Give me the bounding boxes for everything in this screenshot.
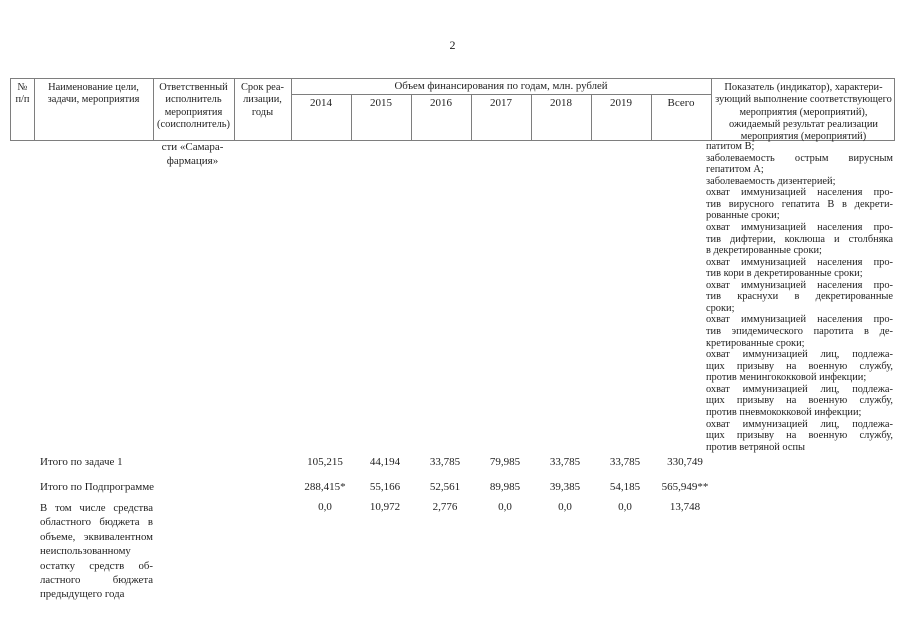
amount-cell: 39,385 [549,481,581,493]
table-header [10,78,895,141]
amount-cell: 105,215 [307,456,343,468]
year-header-2018: 2018 [550,97,572,109]
amount-cell: 33,785 [609,456,641,468]
amount-cell: 0,0 [558,501,572,513]
col-header-indicator: Показатель (индикатор), характеризующий выполнение соответствующего мероприятия (мероприятий), ожидаемый результат реализации мероприятия (мероприятий) [715,82,892,143]
col-header-financing-group: Объем финансирования по годам, млн. рублей [394,80,608,92]
amount-cell: 33,785 [429,456,461,468]
year-header-2017: 2017 [490,97,512,109]
amount-cell: 89,985 [489,481,521,493]
amount-cell: 13,748 [669,501,701,513]
amount-cell: 10,972 [369,501,401,513]
year-header-2015: 2015 [370,97,392,109]
amount-cell: 565,949** [661,481,709,493]
amount-cell: 52,561 [429,481,461,493]
year-header-2019: 2019 [610,97,632,109]
col-header-name: Наименование цели, задачи, мероприятия [47,82,140,106]
total-header: Всего [667,97,695,109]
indicator-text-block: патитом В; заболеваемость острым вирусным гепатитом А; заболеваемость дизентерией; охват иммунизацией населения про- тив вирусного гепатита В в декрети- рованные сроки; охват иммунизацией населения про- тив дифтерии, коклюша и столбняка в декретированные сроки; охват иммунизацией населения про- тив кори в декретированные сроки; охват иммунизацией населения про- тив краснухи в декретированные сроки; охват иммунизацией населения про- тив эпидемического паротита в де- кретированные сроки; охват иммунизацией лиц, подлежа- щих призыву на военную службу, против менингококковой инфекции; охват иммунизацией лиц, подлежа- щих призыву на военную службу, против пневмококковой инфекции; охват иммунизацией лиц, подлежа- щих призыву на военную службу, против ветряной оспы [706,141,893,453]
year-header-2014: 2014 [310,97,332,109]
col-header-period: Срок реализации, годы [241,82,284,118]
page-number: 2 [449,38,456,52]
row-label: Итого по Подпрограмме [40,481,155,493]
year-header-2016: 2016 [430,97,452,109]
executor-continuation: сти «Самара- фармация» [161,141,224,167]
amount-cell: 79,985 [489,456,521,468]
col-header-num: № п/п [15,82,30,106]
amount-cell: 44,194 [369,456,401,468]
amount-cell: 0,0 [618,501,632,513]
row-label: В том числе средства областного бюджета в объеме, эквивалентном неиспользованному остатку средств об- ластного бюджета предыдущего года [40,502,153,601]
col-header-executor: Ответственный исполнитель мероприятия (соисполнитель) [157,82,230,130]
amount-cell: 288,415* [304,481,346,493]
amount-cell: 33,785 [549,456,581,468]
amount-cell: 0,0 [318,501,332,513]
amount-cell: 0,0 [498,501,512,513]
amount-cell: 54,185 [609,481,641,493]
amount-cell: 330,749 [667,456,703,468]
amount-cell: 55,166 [369,481,401,493]
row-label: Итого по задаче 1 [40,456,123,468]
amount-cell: 2,776 [432,501,458,513]
